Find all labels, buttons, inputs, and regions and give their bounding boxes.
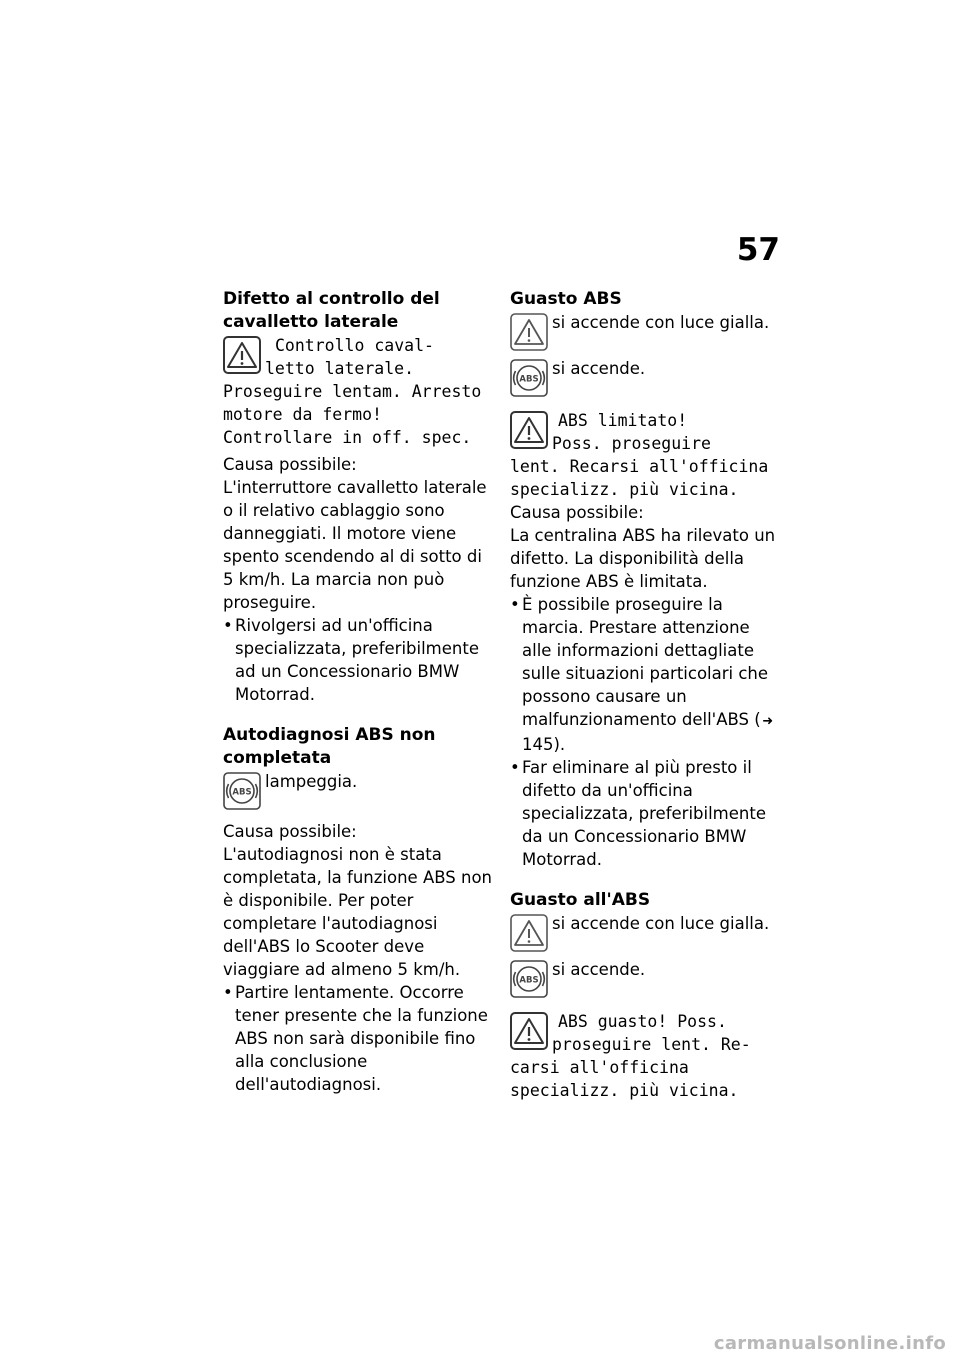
warning-triangle-icon <box>510 914 548 952</box>
warning-light-text: si accende con luce gialla. <box>552 313 770 332</box>
cause-text: La centralina ABS ha rilevato un difetto. La disponibilità della funzione ABS è limitata. <box>510 526 776 591</box>
svg-text:ABS: ABS <box>519 374 539 385</box>
bullet-text: È possibile proseguire la marcia. Prestare attenzione alle informazioni dettagliate sulle situazioni particolari che possono causare un malfunzionamento dell'ABS ( <box>522 595 769 729</box>
cause-label: Causa possibile: <box>223 455 357 474</box>
cause-label: Causa possibile: <box>223 822 357 841</box>
section-title-abs-failure: Guasto all'ABS <box>510 890 651 910</box>
abs-limited-display-message <box>510 409 782 455</box>
display-line-1: Controllo caval- <box>275 336 434 355</box>
section-title-sidestand: Difetto al controllo del cavalletto laterale <box>223 289 440 332</box>
warning-light-row <box>510 912 782 958</box>
page-reference[interactable]: 145). <box>522 735 566 754</box>
bullet-list <box>510 593 782 871</box>
cause-text: L'interruttore cavalletto laterale o il relativo cablaggio sono danneggiati. Il motore viene spento scendendo al di sotto di 5 km/h. La marcia non può proseguire. <box>223 478 487 612</box>
warning-triangle-icon <box>510 411 548 449</box>
svg-text:ABS: ABS <box>519 975 539 986</box>
warning-light-row <box>510 311 782 357</box>
display-line-1: ABS limitato! <box>558 411 688 430</box>
display-line-2: letto laterale. <box>265 359 415 378</box>
cause-text: L'autodiagnosi non è stata completata, la funzione ABS non è disponibile. Per poter completare l'autodiagnosi dell'ABS lo Scooter deve viaggiare ad almeno 5 km/h. <box>223 845 493 979</box>
left-column <box>223 288 495 1096</box>
list-item: • Rivolgersi ad un'officina specializzata, preferibilmente ad un Concessionario BMW Motorrad. <box>223 614 495 706</box>
page-number: 57 <box>736 232 780 268</box>
abs-indicator-icon <box>223 772 261 810</box>
display-rest: lent. Recarsi all'officina specializz. più vicina. <box>510 457 769 499</box>
cause-label: Causa possibile: <box>510 503 644 522</box>
list-item: • Partire lentamente. Occorre tener presente che la funzione ABS non sarà disponibile fino alla conclusione dell'autodiagnosi. <box>223 981 495 1096</box>
abs-indicator-text: lampeggia. <box>265 772 358 791</box>
abs-indicator-text: si accende. <box>552 960 646 979</box>
abs-indicator-text: si accende. <box>552 359 646 378</box>
section-title-abs-selfdiag: Autodiagnosi ABS non completata <box>223 725 436 768</box>
abs-failure-display-message <box>510 1010 782 1056</box>
right-column <box>510 288 782 1102</box>
display-rest: Proseguire lentam. Arresto motore da fermo! Controllare in off. spec. <box>223 382 482 447</box>
bullet-list <box>223 981 495 1096</box>
watermark: carmanualsonline.info <box>713 1333 946 1354</box>
bullet-list <box>223 614 495 706</box>
warning-triangle-icon <box>510 313 548 351</box>
warning-light-text: si accende con luce gialla. <box>552 914 770 933</box>
display-line-2: proseguire lent. Re- <box>552 1035 751 1054</box>
abs-indicator-row <box>510 958 782 1004</box>
display-line-2: Poss. proseguire <box>552 434 711 453</box>
display-rest: carsi all'officina specializz. più vicina. <box>510 1058 739 1100</box>
warning-triangle-icon <box>223 336 261 374</box>
display-line-1: ABS guasto! Poss. <box>558 1012 727 1031</box>
sidestand-display-message <box>223 334 495 380</box>
svg-text:ABS: ABS <box>232 787 252 798</box>
abs-indicator-row <box>223 770 495 816</box>
arrow-right-icon: ➜ <box>762 714 774 729</box>
list-item: • Far eliminare al più presto il difetto da un'officina specializzata, preferibilmente da un Concessionario BMW Motorrad. <box>510 756 782 871</box>
section-title-abs-fault: Guasto ABS <box>510 289 622 309</box>
abs-indicator-icon <box>510 359 548 397</box>
list-item <box>510 593 782 756</box>
warning-triangle-icon <box>510 1012 548 1050</box>
abs-indicator-row <box>510 357 782 403</box>
abs-indicator-icon <box>510 960 548 998</box>
